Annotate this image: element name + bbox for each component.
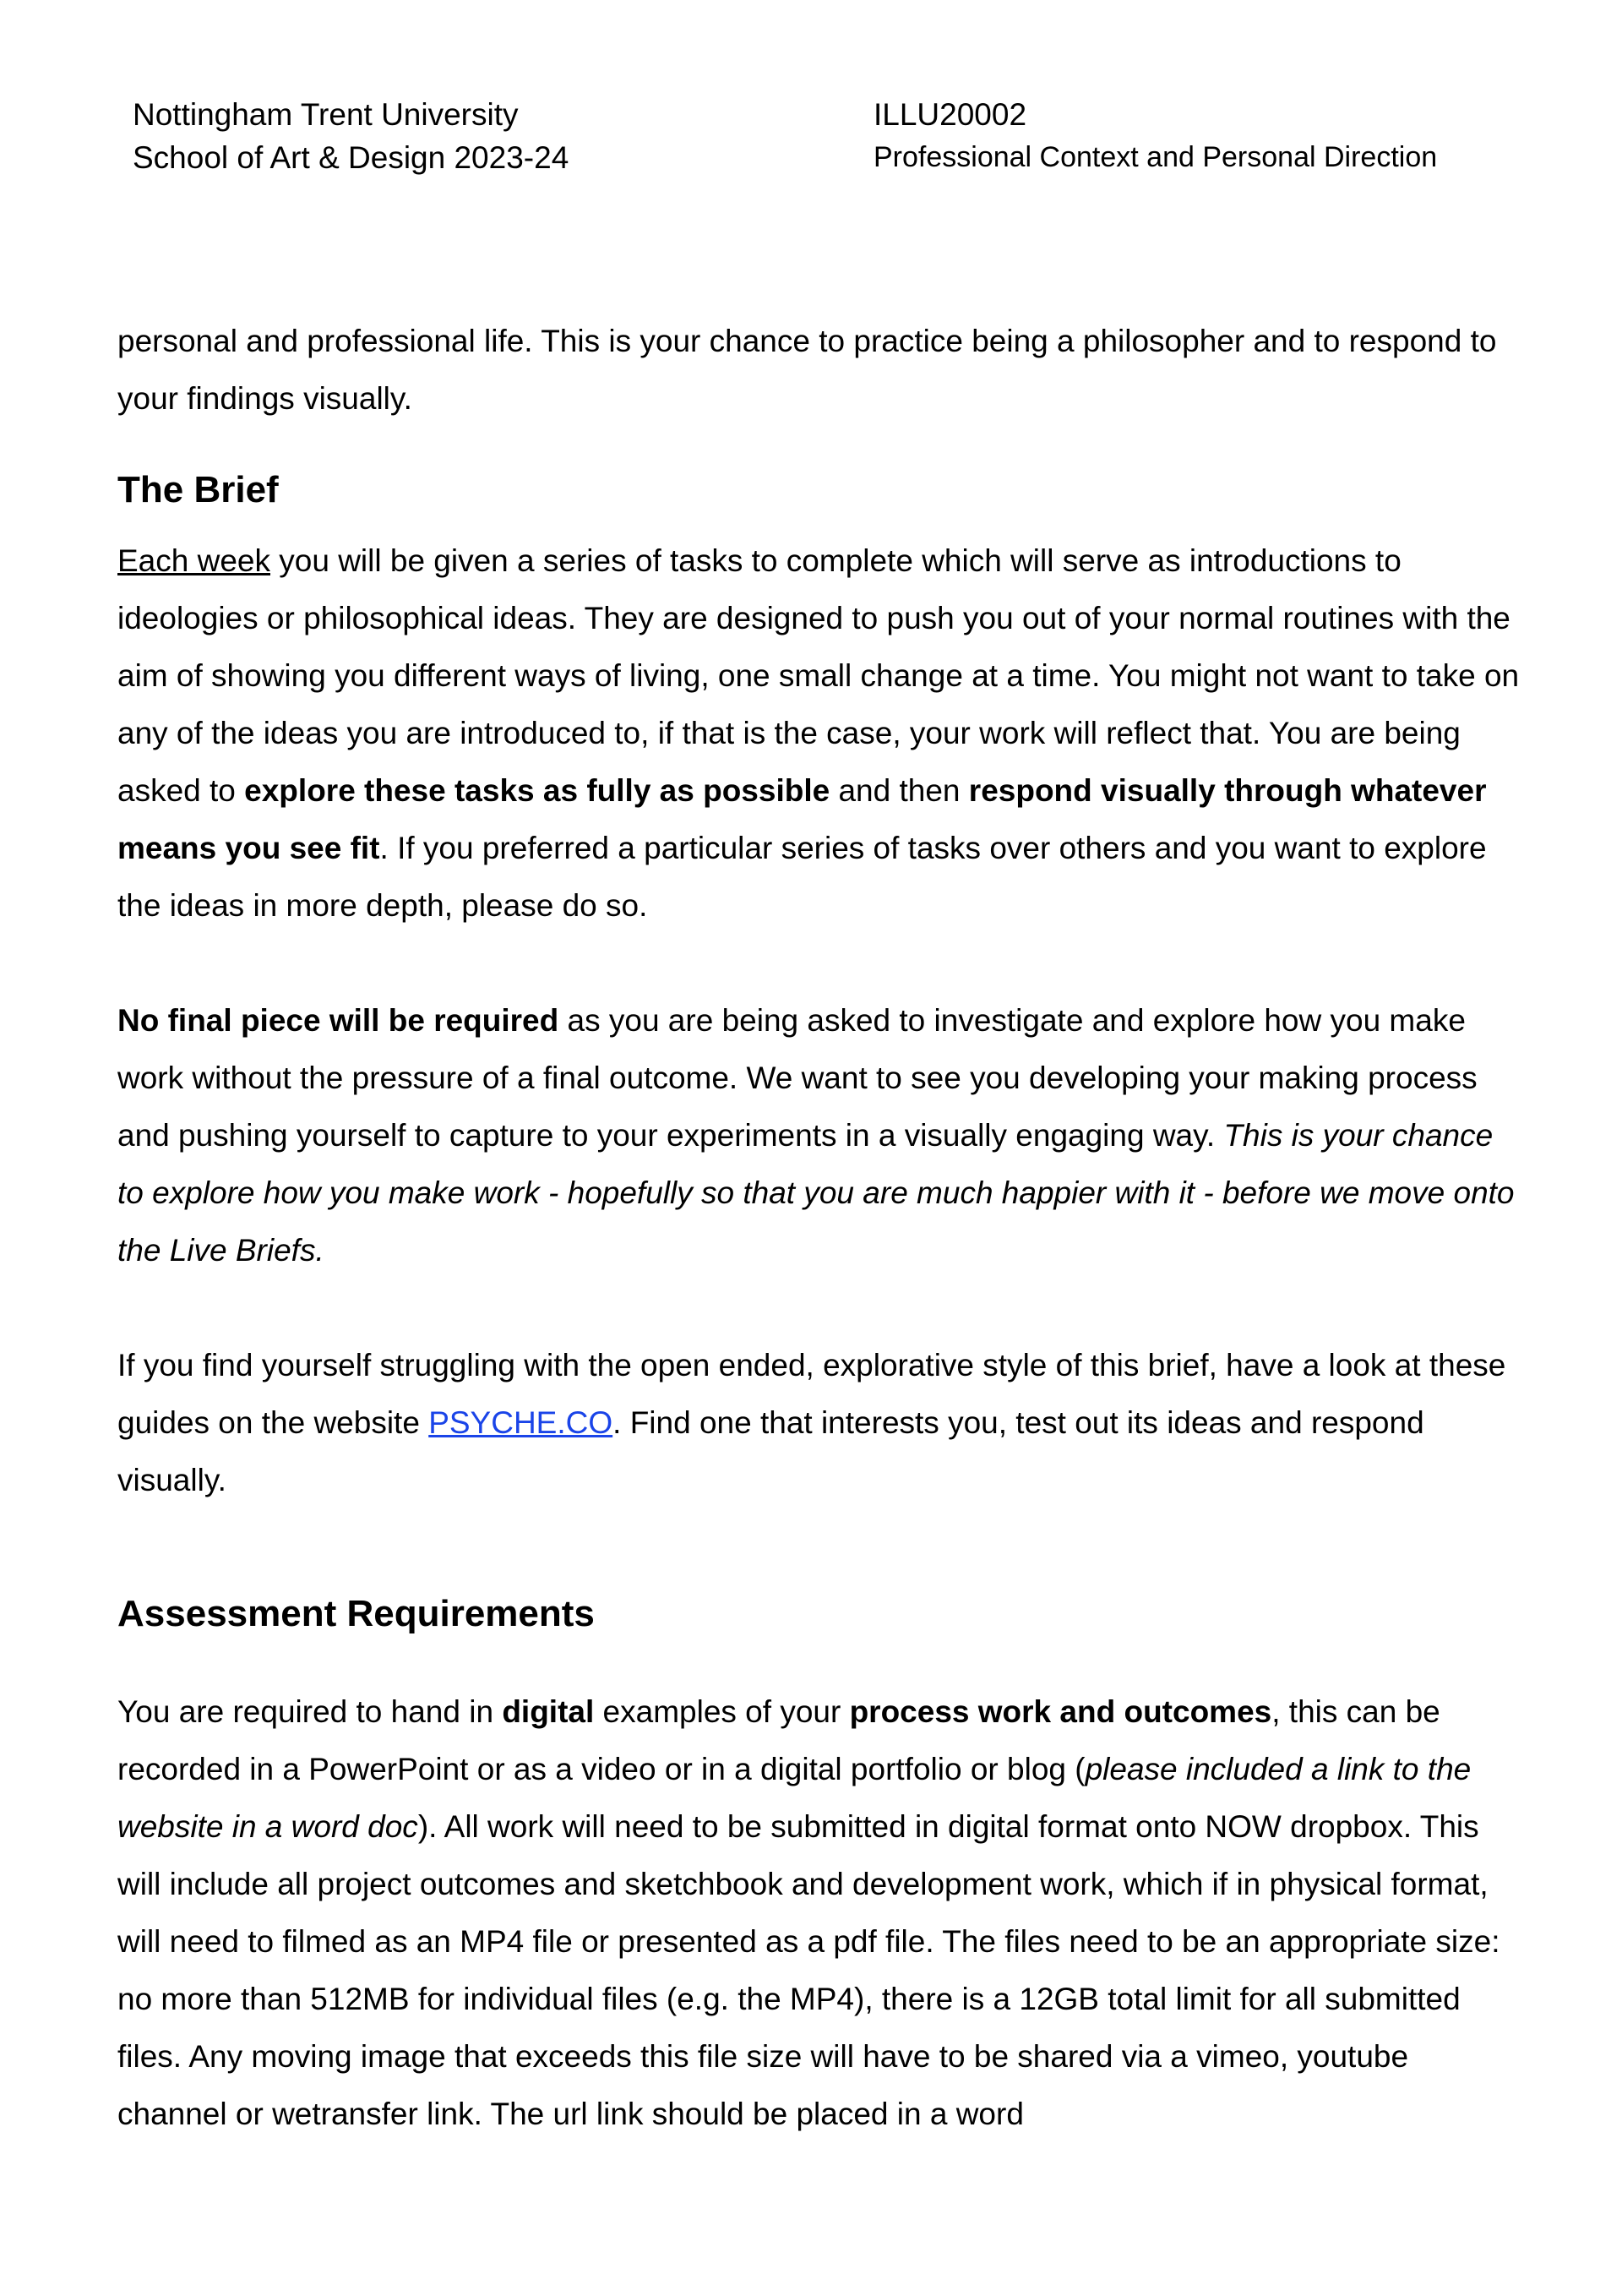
text-span: If you find yourself struggling with the open ended, explorative style of this brief, have a look at these guides on the website [117,1348,1506,1440]
text-span: and then [830,773,969,808]
assessment-paragraph [117,1683,1520,2143]
text-span: , this can be recorded in a PowerPoint or as a video or in a digital portfolio or blog ( [117,1694,1440,1786]
bold-span: respond visually through whatever means you see fit [117,773,1487,865]
header-right [874,93,1437,179]
bold-span: digital [502,1694,595,1729]
brief-paragraph-1 [117,532,1520,935]
institution-name: Nottingham Trent University [133,97,519,132]
text-span: . If you preferred a particular series of tasks over others and you want to explore the ideas in more depth, please do so. [117,831,1487,923]
psyche-link[interactable]: PSYCHE.CO [428,1405,613,1440]
brief-paragraph-3 [117,1337,1520,1509]
text-span: You are required to hand in [117,1694,503,1729]
assessment-heading: Assessment Requirements [117,1593,595,1634]
module-title: Professional Context and Personal Direction [874,141,1438,173]
module-code: ILLU20002 [874,97,1027,132]
brief-paragraph-2 [117,992,1520,1279]
document-body [117,313,1520,2143]
intro-paragraph: personal and professional life. This is your chance to practice being a philosopher and to respond to your findings visually. [117,324,1497,416]
header-left [133,93,569,179]
italic-span: please included a link to the website in a word doc [117,1752,1472,1844]
text-span: ). All work will need to be submitted in digital format onto NOW dropbox. This will include all project outcomes and sketchbook and development work, which if in physical format, will need to filmed as an MP4 file or presented as a pdf file. The files need to be an appropriate size: no more than 512MB for individual files (e.g. the MP4), there is a 12GB total limit for all submitted files. Any moving image that exceeds this file size will have to be shared via a vimeo, youtube channel or wetransfer link. The url link should be placed in a word [117,1809,1500,2131]
bold-span: explore these tasks as fully as possible [244,773,830,808]
each-week-text: Each week [117,543,270,578]
bold-span: process work and outcomes [849,1694,1272,1729]
italic-span: This is your chance to explore how you make work - hopefully so that you are much happier with it - before we move onto the Live Briefs. [117,1118,1515,1268]
text-span: examples of your [594,1694,850,1729]
bold-span: No final piece will be required [117,1003,559,1038]
brief-heading: The Brief [117,469,279,510]
text-span: . Find one that interests you, test out its ideas and respond visually. [117,1405,1424,1497]
school-name: School of Art & Design 2023-24 [133,140,569,175]
text-span: as you are being asked to investigate and explore how you make work without the pressure of a final outcome. We want to see you developing your making process and pushing yourself to capture to your experiments in a visually engaging way. [117,1003,1478,1153]
text-span: you will be given a series of tasks to complete which will serve as introductions to ideologies or philosophical ideas. They are designed to push you out of your normal routines with the aim of showing you different ways of living, one small change at a time. You might not want to take on any of the ideas you are introduced to, if that is the case, your work will reflect that. You are being asked to [117,543,1520,808]
